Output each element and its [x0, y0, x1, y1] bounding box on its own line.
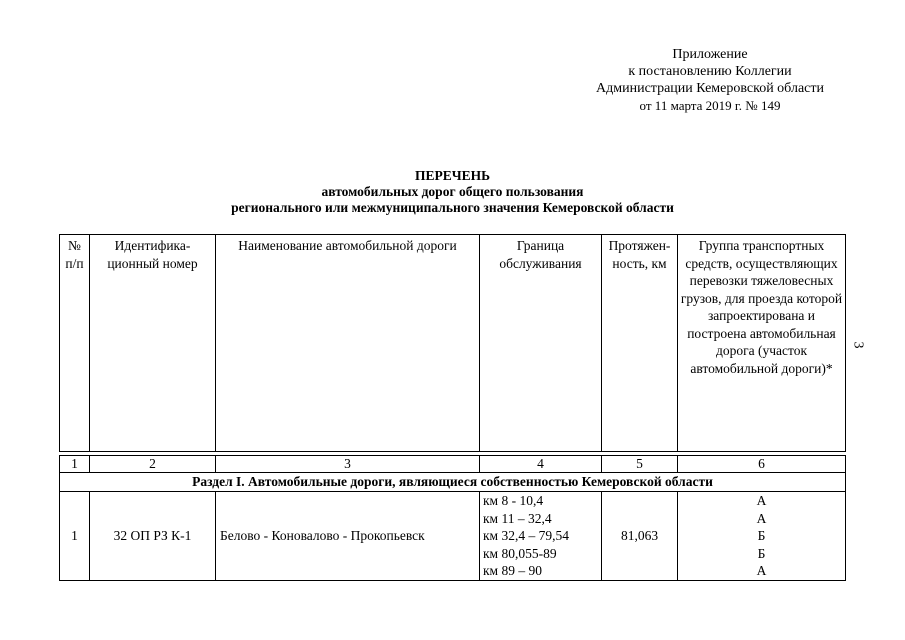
bound-item: км 89 – 90 [483, 563, 542, 578]
appendix-line-3: Администрации Кемеровской области [596, 81, 824, 96]
group-item: Б [757, 528, 766, 543]
bound-item: км 8 - 10,4 [483, 493, 544, 508]
title-line-1: ПЕРЕЧЕНЬ [414, 168, 491, 183]
appendix-line-2: к постановлению Коллегии [628, 64, 792, 79]
bound-item: км 11 – 32,4 [483, 510, 552, 526]
section-row [60, 473, 846, 492]
table-row [60, 492, 846, 581]
bound-item: км 32,4 – 79,54 [483, 528, 569, 543]
bound-item: км 80,055-89 [483, 545, 557, 561]
column-number: 2 [90, 456, 216, 473]
section-title: Раздел I. Автомобильные дороги, являющиеся собственностью Кемеровской области [60, 473, 846, 492]
column-number: 4 [480, 456, 602, 473]
row-groups [678, 492, 846, 581]
row-name: Белово - Коновалово - Прокопьевск [216, 492, 480, 581]
appendix-header [560, 46, 860, 114]
roads-table [59, 234, 846, 581]
column-number: 6 [678, 456, 846, 473]
header-name: Наименование автомобильной дороги [216, 235, 480, 452]
document-title [0, 168, 905, 216]
row-length: 81,063 [602, 492, 678, 581]
column-number: 1 [60, 456, 90, 473]
table-header-row [60, 235, 846, 452]
title-line-2: автомобильных дорог общего пользования [321, 184, 584, 199]
title-line-3: регионального или межмуниципального значения Кемеровской области [231, 200, 674, 215]
group-item: Б [757, 545, 766, 561]
header-num: № п/п [60, 235, 90, 452]
header-vehicle-group: Группа транспортных средств, осуществляющих перевозки тяжеловесных грузов, для проезда которой запроектирована и построена автомобильная дорога (участок автомобильной дороги)* [678, 235, 846, 452]
appendix-line-1: Приложение [672, 47, 748, 62]
page-number: 3 [850, 341, 866, 349]
row-bounds [480, 492, 602, 581]
column-number: 3 [216, 456, 480, 473]
row-num: 1 [60, 492, 90, 581]
appendix-date-line: от 11 марта 2019 г. № 149 [639, 98, 781, 113]
header-length: Протяжен- ность, км [602, 235, 678, 452]
group-item: А [756, 510, 767, 526]
row-id: 32 ОП РЗ К-1 [90, 492, 216, 581]
group-item: А [756, 563, 767, 578]
header-bounds: Граница обслуживания [480, 235, 602, 452]
group-item: А [756, 493, 767, 508]
column-number: 5 [602, 456, 678, 473]
header-id: Идентифика- ционный номер [90, 235, 216, 452]
column-numbers-row [60, 456, 846, 473]
